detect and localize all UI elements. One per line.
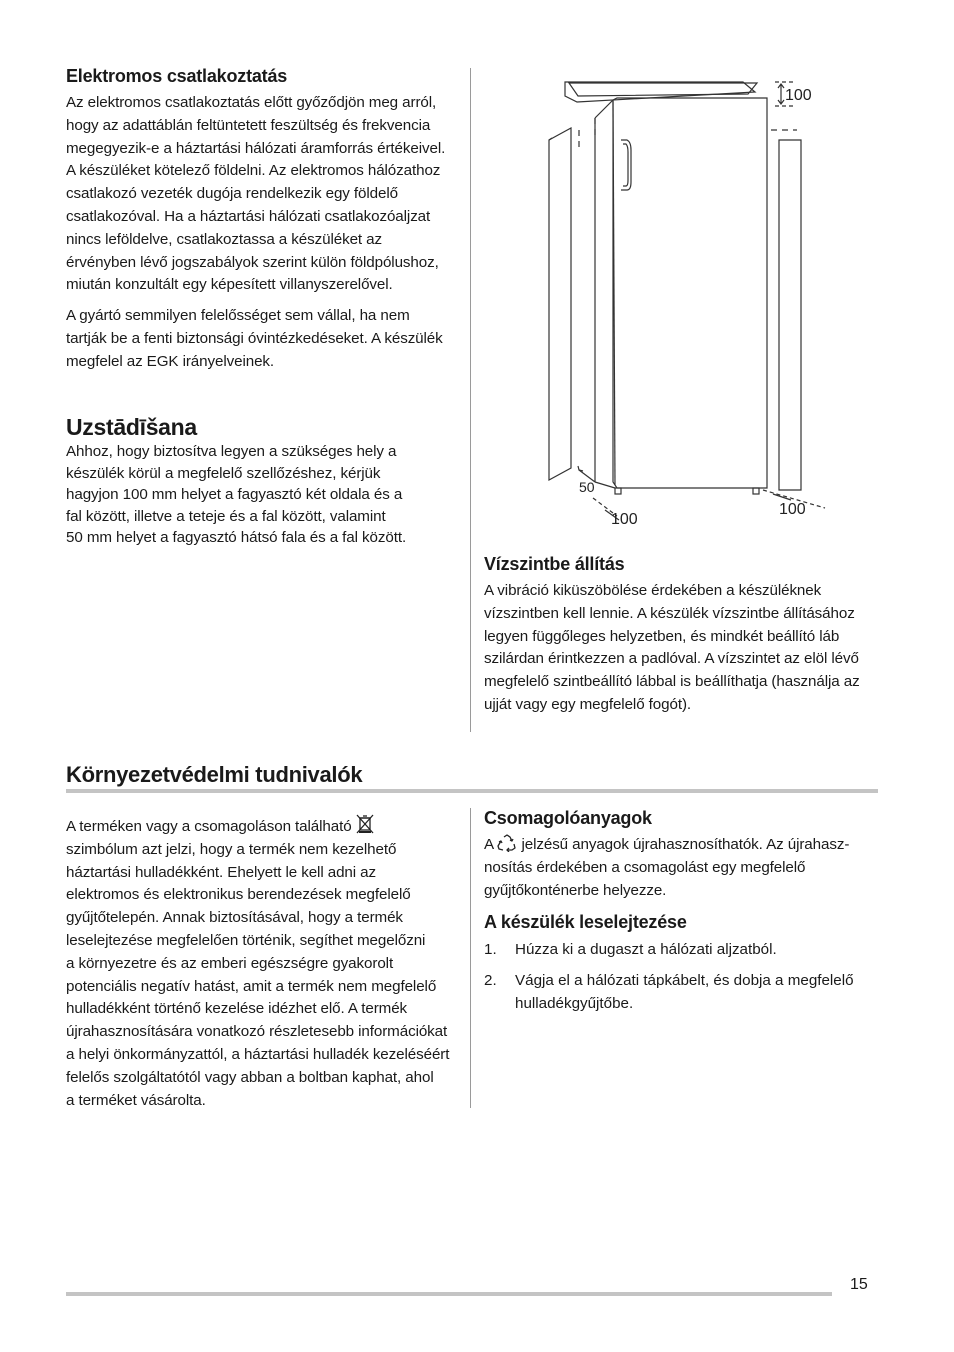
disposal-steps <box>484 939 884 1015</box>
clearance-label-top: 100 <box>785 87 812 104</box>
crossed-bin-icon <box>356 814 374 834</box>
clearance-label-back: 50 <box>579 479 595 495</box>
page-number: 15 <box>850 1276 868 1293</box>
disposal-heading: A készülék leselejtezése <box>484 912 687 933</box>
electrical-heading: Elektromos csatlakoztatás <box>66 66 288 86</box>
section-rule <box>66 789 878 793</box>
clearance-label-right: 100 <box>779 501 806 518</box>
installation-clearance-diagram <box>535 70 835 530</box>
column-divider-bottom <box>470 808 471 1108</box>
packaging-section <box>484 808 884 1024</box>
install-heading: Uzstādīšana <box>66 414 197 440</box>
clearance-label-left: 100 <box>611 511 638 528</box>
leveling-section <box>484 554 904 717</box>
packaging-heading: Csomagolóanyagok <box>484 808 652 828</box>
list-item: 1. Húzza ki a dugaszt a hálózati aljzatból. <box>484 941 777 959</box>
packaging-paragraph: A jelzésű anyagok újrahasznosíthatók. Az újrahasz- nosítás érdekében a csomagolást egy megfelelő gyűjtőkonténerbe helyezze. <box>484 836 850 899</box>
install-section <box>66 414 466 549</box>
leveling-heading: Vízszintbe állítás <box>484 554 625 574</box>
electrical-paragraph-2: A gyártó semmilyen felelősséget sem vállal, ha nem tartják be a fenti biztonsági óvintézkedéseket. A készülék megfelel az EGK irányelveinek. <box>66 307 443 370</box>
column-divider-top <box>470 68 471 732</box>
recycle-icon <box>497 834 517 852</box>
leveling-paragraph: A vibráció kiküszöbölése érdekében a készüléknek vízszintben kell lennie. A készülék vízszintbe állításához legyen függőleges helyzetben, és mindkét beállító láb szilárdan érintkezzen a padlóval. A vízszintet az elöl lévő megfelelő szintbeállító lábbal is beállíthatja (használja az ujját vagy egy megfelelő fogót). <box>484 582 860 713</box>
list-item: 2. Vágja el a hálózati tápkábelt, és dobja a megfelelő hulladékgyűjtőbe. <box>484 972 854 1012</box>
electrical-paragraph-1: Az elektromos csatlakoztatás előtt győződjön meg arról, hogy az adattáblán feltüntetett feszültség és frekvencia megegyezik-e a háztartási hálózati áramforrás értékeivel. A készüléket kötelező földelni. Az elektromos hálózathoz csatlakozó vezeték dugója rendelkezik egy földelő csatlakozóval. Ha a háztartási hálózati csatlakozóaljzat nincs leföldelve, csatlakoztassa a készüléket az érvényben lévő jogszabályok szerint külön földpólushoz, miután konzultált egy képesített villanyszerelővel. <box>66 94 446 294</box>
footer-rule <box>66 1292 832 1296</box>
environment-paragraph: A terméken vagy a csomagoláson található szimbólum azt jelzi, hogy a termék nem kezelhető háztartási hulladékként. Ehelyett le kell adni az elektromos és elektronikus berendezések megfelelő gyűjtőtelepén. Annak biztosításával, hogy a termék leselejtezése megfelelően történik, segíthet megelőzni a környezetre és az emberi egészségre gyakorolt potenciális negatív hatást, amit a termék nem megfelelő hulladékként történő kezelése idézhet elő. A termék újrahasznosítására vonatkozó részletesebb információkat a helyi önkormányzattól, a háztartási hulladék kezeléséért felelős szolgáltatótól vagy abban a boltban kaphat, ahol a terméket vásárolta. <box>66 814 466 1112</box>
electrical-section <box>66 66 466 374</box>
install-paragraph: Ahhoz, hogy biztosítva legyen a szükséges hely a készülék körül a megfelelő szellőzéshez, kérjük hagyjon 100 mm helyet a fagyasztó két oldala és a fal között, illetve a teteje és a fal között, valamint 50 mm helyet a fagyasztó hátsó fala és a fal között. <box>66 443 407 547</box>
environment-section <box>66 814 466 1112</box>
environment-heading: Környezetvédelmi tudnivalók <box>66 762 363 787</box>
